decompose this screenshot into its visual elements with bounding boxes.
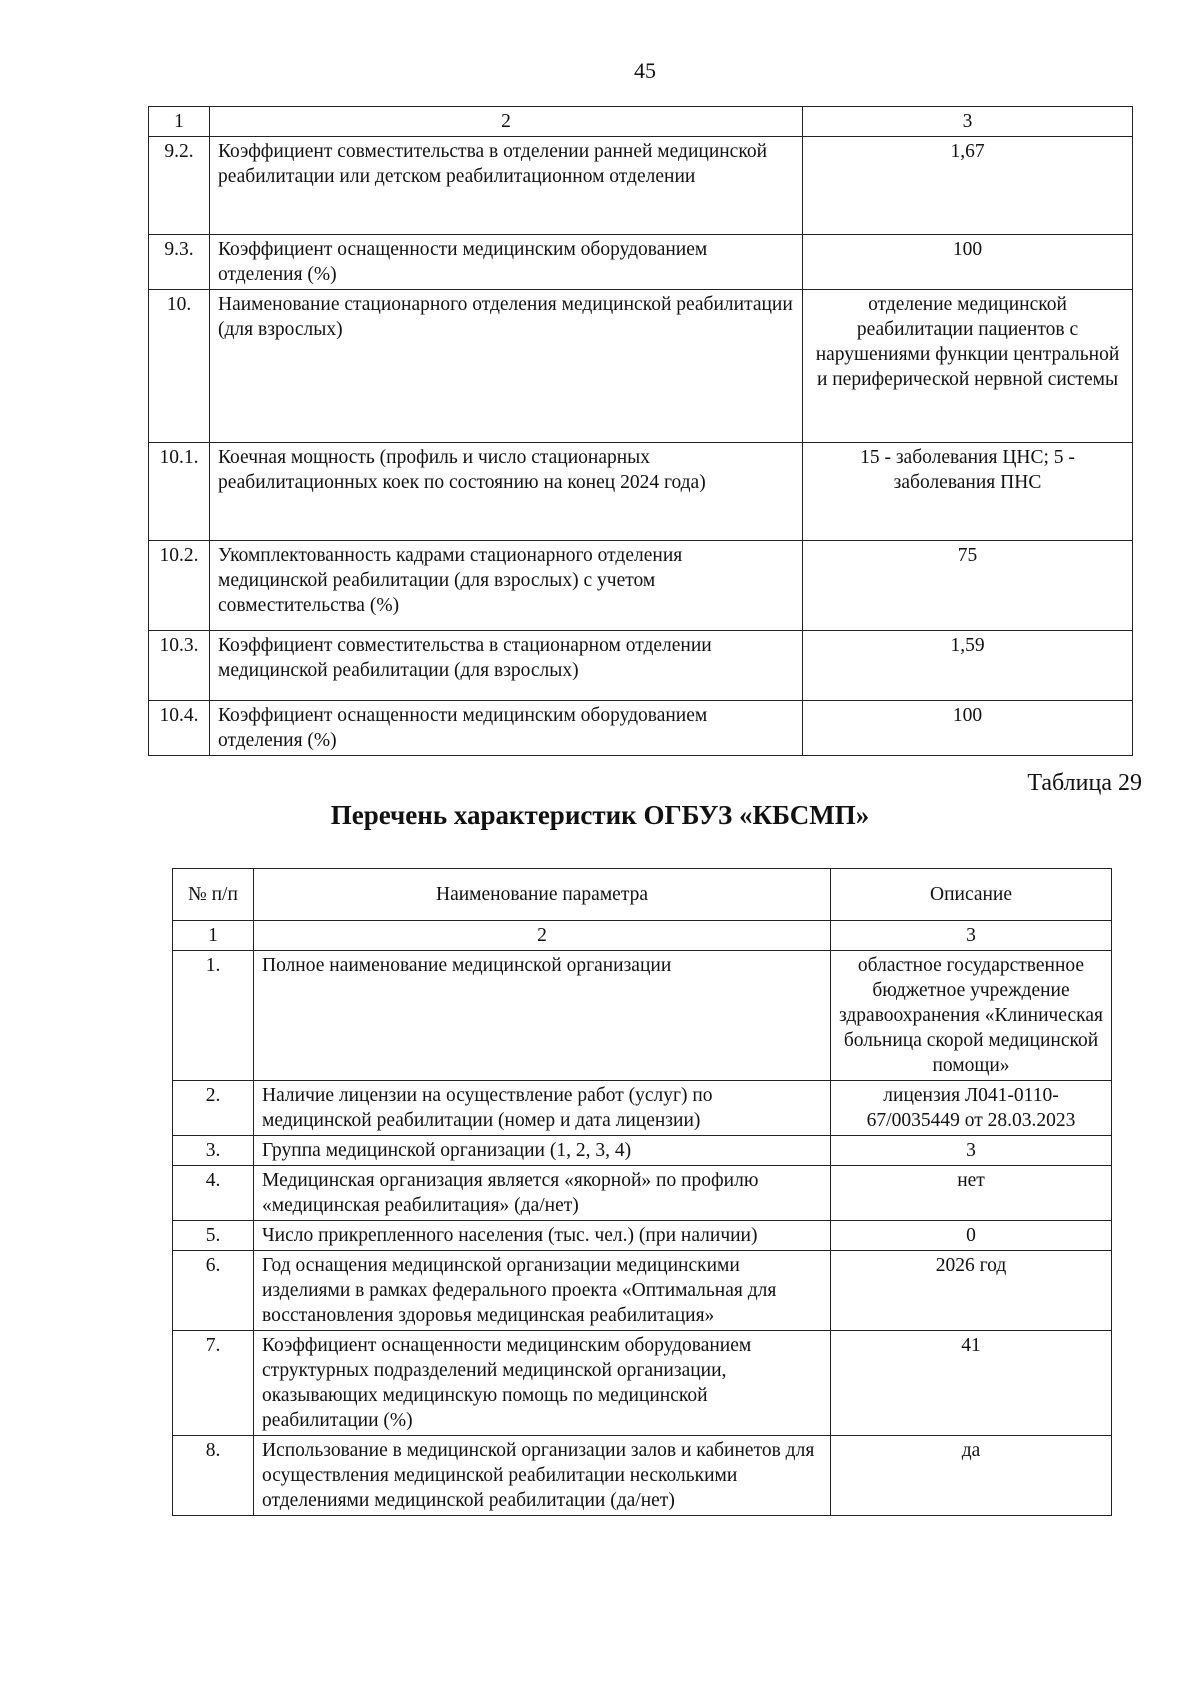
table-row <box>149 541 1133 631</box>
table-row <box>173 1136 1112 1166</box>
table-row <box>149 290 1133 443</box>
row-value: 75 <box>803 541 1133 631</box>
page-number: 45 <box>634 58 656 83</box>
table-header-row <box>149 107 1133 137</box>
table-title: Перечень характеристик ОГБУЗ «КБСМП» <box>330 800 870 830</box>
row-value: да <box>831 1436 1112 1516</box>
table-row <box>173 1221 1112 1251</box>
column-number: 2 <box>254 921 831 951</box>
table-row <box>149 137 1133 235</box>
row-value: нет <box>831 1166 1112 1221</box>
table-row <box>149 443 1133 541</box>
row-value: областное государственное бюджетное учреждение здравоохранения «Клиническая больница скорой медицинской помощи» <box>831 951 1112 1081</box>
table-row <box>173 951 1112 1081</box>
row-number: 10.4. <box>149 701 210 756</box>
table-header-row <box>173 869 1112 921</box>
row-number: 6. <box>173 1251 254 1331</box>
column-number: 1 <box>149 107 210 137</box>
row-parameter: Полное наименование медицинской организации <box>254 951 831 1081</box>
row-parameter: Коэффициент оснащенности медицинским оборудованием отделения (%) <box>210 235 803 290</box>
row-number: 9.3. <box>149 235 210 290</box>
row-number: 10.3. <box>149 631 210 701</box>
row-number: 1. <box>173 951 254 1081</box>
row-value: 0 <box>831 1221 1112 1251</box>
table-label: Таблица 29 <box>1027 770 1142 796</box>
row-parameter: Коэффициент совместительства в отделении ранней медицинской реабилитации или детском реабилитационном отделении <box>210 137 803 235</box>
row-number: 9.2. <box>149 137 210 235</box>
column-number: 3 <box>831 921 1112 951</box>
row-parameter: Наличие лицензии на осуществление работ (услуг) по медицинской реабилитации (номер и дата лицензии) <box>254 1081 831 1136</box>
row-parameter: Укомплектованность кадрами стационарного отделения медицинской реабилитации (для взрослых) с учетом совместительства (%) <box>210 541 803 631</box>
row-number: 10.1. <box>149 443 210 541</box>
continued-table <box>148 106 1133 756</box>
row-value: 41 <box>831 1331 1112 1436</box>
column-number: 2 <box>210 107 803 137</box>
row-value: 15 - заболевания ЦНС; 5 - заболевания ПНС <box>803 443 1133 541</box>
row-number: 4. <box>173 1166 254 1221</box>
row-value: 100 <box>803 235 1133 290</box>
row-parameter: Коечная мощность (профиль и число стационарных реабилитационных коек по состоянию на конец 2024 года) <box>210 443 803 541</box>
row-number: 3. <box>173 1136 254 1166</box>
row-value: 100 <box>803 701 1133 756</box>
row-number: 2. <box>173 1081 254 1136</box>
row-parameter: Коэффициент оснащенности медицинским оборудованием отделения (%) <box>210 701 803 756</box>
row-parameter: Коэффициент совместительства в стационарном отделении медицинской реабилитации (для взрослых) <box>210 631 803 701</box>
row-value: 1,59 <box>803 631 1133 701</box>
row-value: 2026 год <box>831 1251 1112 1331</box>
table-row <box>149 631 1133 701</box>
row-number: 8. <box>173 1436 254 1516</box>
row-value: 1,67 <box>803 137 1133 235</box>
row-number: 5. <box>173 1221 254 1251</box>
row-number: 10. <box>149 290 210 443</box>
column-header-description: Описание <box>831 869 1112 921</box>
table-row <box>173 1081 1112 1136</box>
row-value: 3 <box>831 1136 1112 1166</box>
row-value: отделение медицинской реабилитации пациентов с нарушениями функции центральной и периферической нервной системы <box>803 290 1133 443</box>
row-number: 10.2. <box>149 541 210 631</box>
column-number: 1 <box>173 921 254 951</box>
characteristics-table <box>172 868 1112 1516</box>
column-number: 3 <box>803 107 1133 137</box>
row-parameter: Коэффициент оснащенности медицинским оборудованием структурных подразделений медицинской организации, оказывающих медицинскую помощь по медицинской реабилитации (%) <box>254 1331 831 1436</box>
row-parameter: Число прикрепленного населения (тыс. чел.) (при наличии) <box>254 1221 831 1251</box>
column-header-number: № п/п <box>173 869 254 921</box>
row-parameter: Использование в медицинской организации залов и кабинетов для осуществления медицинской реабилитации несколькими отделениями медицинской реабилитации (да/нет) <box>254 1436 831 1516</box>
table-row <box>173 1251 1112 1331</box>
table-row <box>173 1331 1112 1436</box>
row-number: 7. <box>173 1331 254 1436</box>
table-row <box>173 1166 1112 1221</box>
table-number-row <box>173 921 1112 951</box>
row-parameter: Год оснащения медицинской организации медицинскими изделиями в рамках федерального проекта «Оптимальная для восстановления здоровья медицинская реабилитация» <box>254 1251 831 1331</box>
row-parameter: Группа медицинской организации (1, 2, 3, 4) <box>254 1136 831 1166</box>
table-row <box>173 1436 1112 1516</box>
row-parameter: Медицинская организация является «якорной» по профилю «медицинская реабилитация» (да/нет) <box>254 1166 831 1221</box>
row-value: лицензия Л041-0110-67/0035449 от 28.03.2023 <box>831 1081 1112 1136</box>
row-parameter: Наименование стационарного отделения медицинской реабилитации (для взрослых) <box>210 290 803 443</box>
table-row <box>149 701 1133 756</box>
table-row <box>149 235 1133 290</box>
column-header-parameter: Наименование параметра <box>254 869 831 921</box>
